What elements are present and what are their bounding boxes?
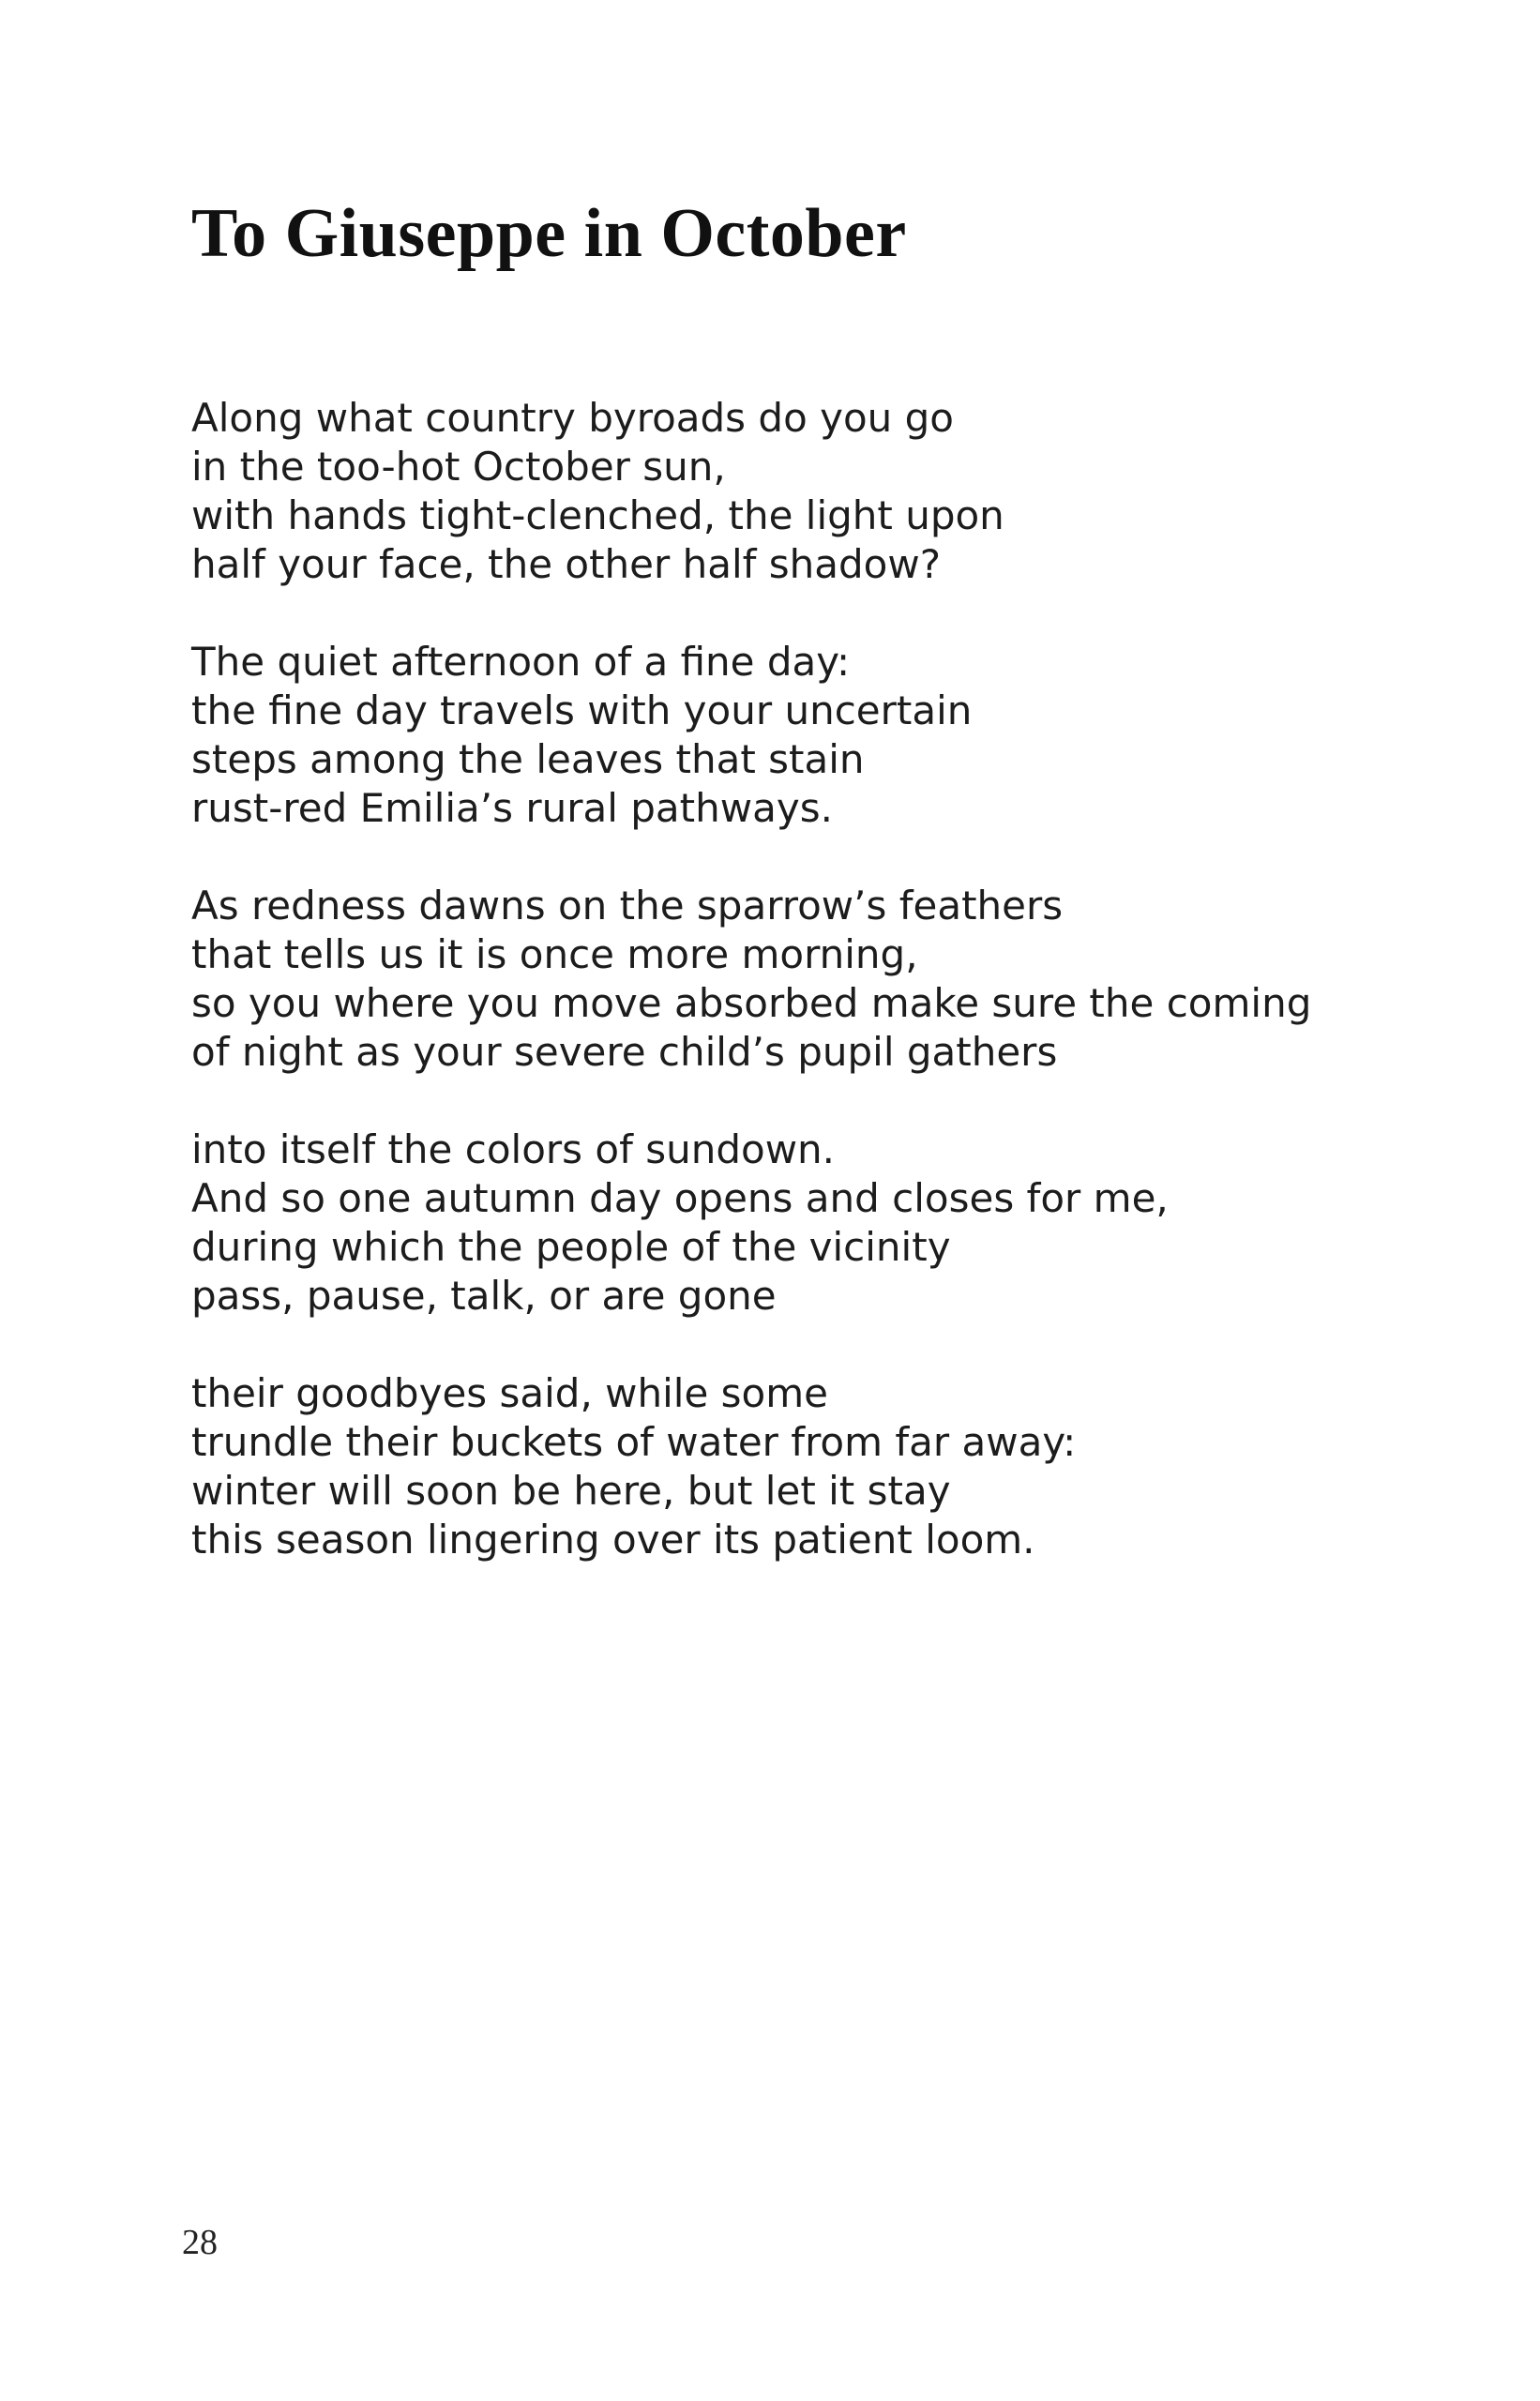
poem-line: of night as your severe child’s pupil gathers: [191, 1029, 1058, 1075]
page-number: 28: [182, 2223, 218, 2262]
poem-line: that tells us it is once more morning,: [191, 931, 918, 977]
poem-line: And so one autumn day opens and closes for me,: [191, 1175, 1169, 1221]
poem-line: their goodbyes said, while some: [191, 1370, 828, 1416]
poem-body: [191, 394, 1411, 1613]
poem-line: As redness dawns on the sparrow’s feathers: [191, 883, 1064, 929]
poem-line: with hands tight-clenched, the light upon: [191, 492, 1004, 538]
poem-title: To Giuseppe in October: [191, 195, 907, 272]
poem-line: pass, pause, talk, or are gone: [191, 1273, 777, 1319]
stanza-5: [191, 1369, 1411, 1564]
poem-line: into itself the colors of sundown.: [191, 1126, 836, 1172]
poem-line: trundle their buckets of water from far away:: [191, 1419, 1077, 1465]
poem-line: The quiet afternoon of a fine day:: [191, 639, 851, 685]
stanza-1: [191, 394, 1411, 589]
poem-line: steps among the leaves that stain: [191, 736, 865, 782]
stanza-4: [191, 1125, 1411, 1321]
poem-line: this season lingering over its patient loom.: [191, 1517, 1035, 1563]
poem-line: during which the people of the vicinity: [191, 1224, 951, 1270]
poem-line: the fine day travels with your uncertain: [191, 687, 973, 733]
poem-line: rust-red Emilia’s rural pathways.: [191, 785, 833, 831]
poem-line: winter will soon be here, but let it stay: [191, 1468, 951, 1514]
poem-line: in the too-hot October sun,: [191, 444, 726, 490]
poem-line: Along what country byroads do you go: [191, 395, 954, 441]
stanza-2: [191, 638, 1411, 833]
poem-line: so you where you move absorbed make sure the coming: [191, 980, 1312, 1026]
stanza-3: [191, 882, 1411, 1077]
poem-line: half your face, the other half shadow?: [191, 541, 942, 587]
